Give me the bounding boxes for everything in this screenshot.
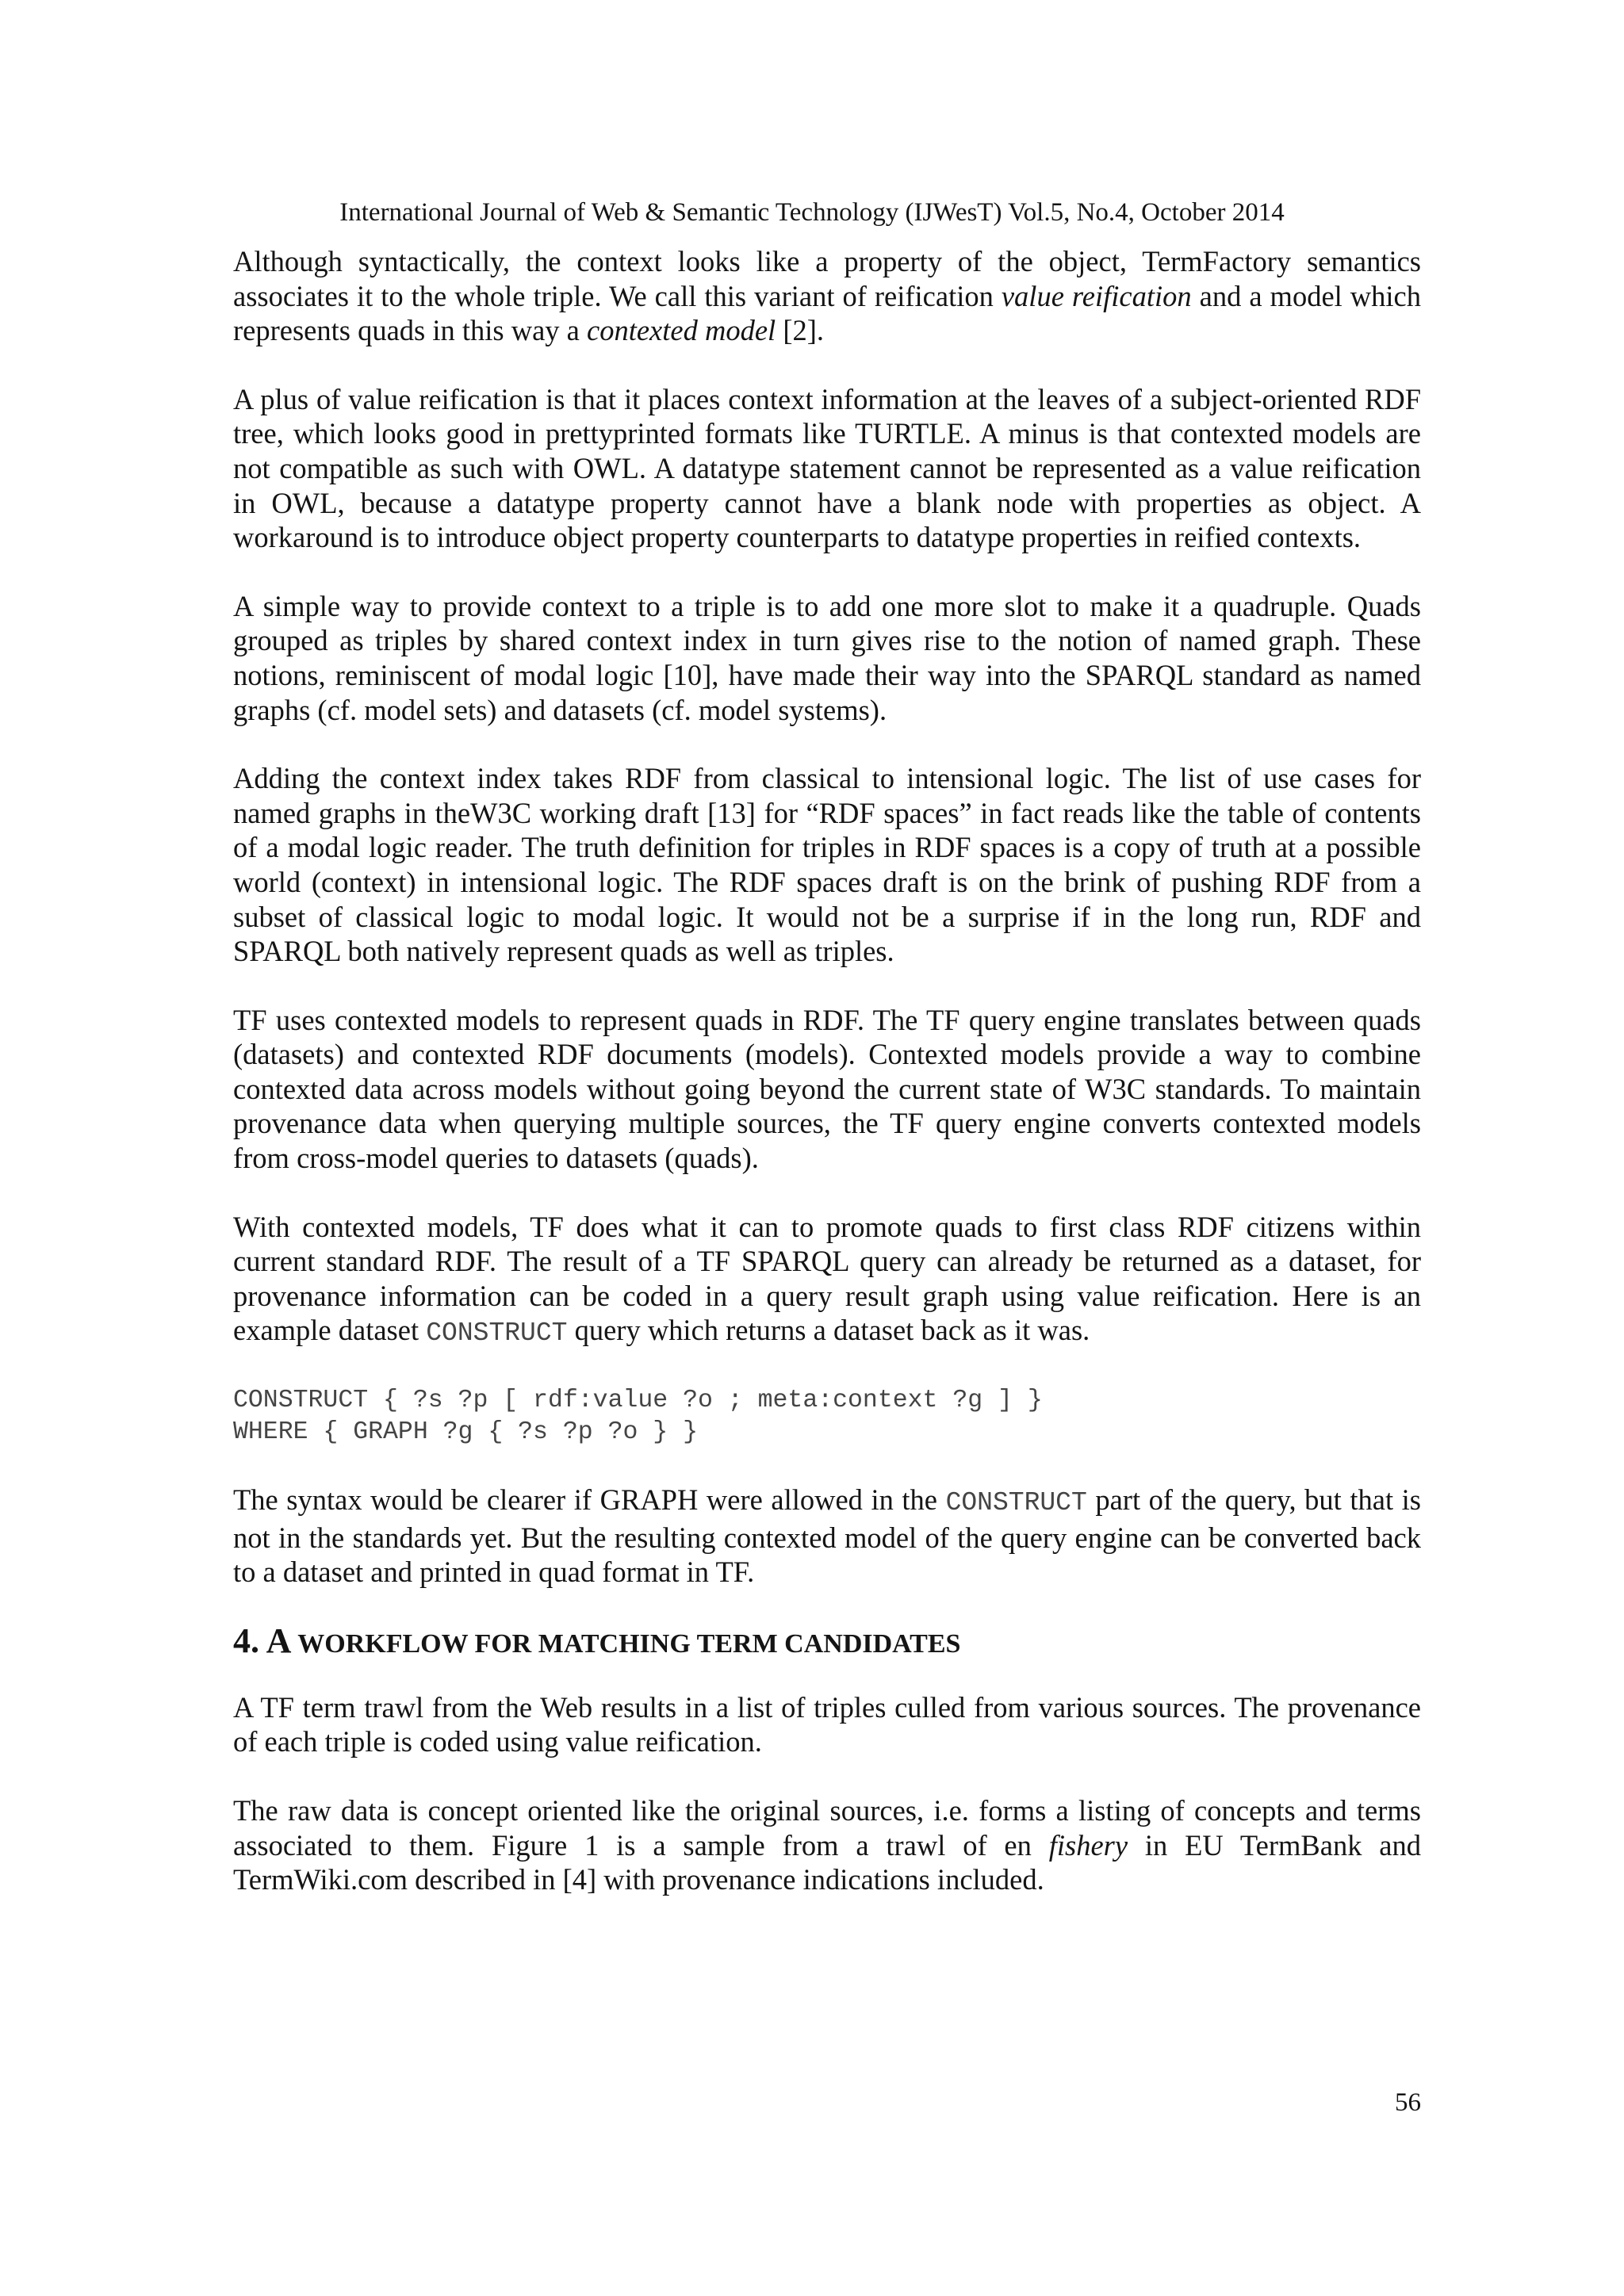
paragraph-quadruple: A simple way to provide context to a triple is to add one more slot to make it a quadruple. Quads grouped as triples by shared context index in turn gives rise to the notion of named graph. These notions, reminiscent of modal logic [10], have made their way into the SPARQL standard as named graphs (cf. model sets) and datasets (cf. model systems). bbox=[233, 589, 1421, 726]
term-contexted-model: contexted model bbox=[587, 314, 776, 347]
paragraph-tf-contexted-models: TF uses contexted models to represent quads in RDF. The TF query engine translates between quads (datasets) and contexted RDF documents (models). Contexted models provide a way to combine contexted data across models without going beyond the current state of W3C standards. To maintain provenance data when querying multiple sources, the TF query engine converts contexted models from cross-model queries to datasets (quads). bbox=[233, 1003, 1421, 1175]
inline-code-construct: CONSTRUCT bbox=[426, 1318, 568, 1349]
code-line: WHERE { GRAPH ?g { ?s ?p ?o } } bbox=[233, 1418, 698, 1447]
code-line: CONSTRUCT { ?s ?p [ rdf:value ?o ; meta:context ?g ] } bbox=[233, 1387, 1043, 1415]
section-heading: 4. A WORKFLOW FOR MATCHING TERM CANDIDATES bbox=[233, 1621, 961, 1660]
term-fishery: fishery bbox=[1048, 1828, 1128, 1862]
paragraph-dataset-query: With contexted models, TF does what it can to promote quads to first class RDF citizens within current standard RDF. The result of a TF SPARQL query can already be returned as a dataset, for provenance information can be coded in a query result graph using value reification. Here is an example dataset CONSTRUCT query which returns a dataset back as it was. bbox=[233, 1210, 1421, 1349]
code-block-sparql bbox=[233, 1385, 1421, 1448]
page-number: 56 bbox=[1395, 2088, 1421, 2117]
inline-code-construct: CONSTRUCT bbox=[945, 1488, 1087, 1518]
paragraph-raw-data: The raw data is concept oriented like the original sources, i.e. forms a listing of concepts and terms associated to them. Figure 1 is a sample from a trawl of en fishery in EU TermBank and TermWiki.com described in [4] with provenance indications included. bbox=[233, 1794, 1421, 1896]
paragraph-term-trawl: A TF term trawl from the Web results in a list of triples culled from various sources. The provenance of each triple is coded using value reification. bbox=[233, 1690, 1421, 1758]
paragraph-plus-minus: A plus of value reification is that it places context information at the leaves of a subject-oriented RDF tree, which looks good in prettyprinted formats like TURTLE. A minus is that contexted models are not compatible as such with OWL. A datatype statement cannot be represented as a value reification in OWL, because a datatype property cannot have a blank node with properties as object. A workaround is to introduce object property counterparts to datatype properties in reified contexts. bbox=[233, 382, 1421, 554]
paragraph-graph-syntax: The syntax would be clearer if GRAPH were allowed in the CONSTRUCT part of the query, but that is not in the standards yet. But the resulting contexted model of the query engine can be converted back to a dataset and printed in quad format in TF. bbox=[233, 1483, 1421, 1589]
running-header: International Journal of Web & Semantic Technology (IJWesT) Vol.5, No.4, October 2014 bbox=[339, 198, 1285, 227]
body-text bbox=[233, 244, 1421, 1931]
paragraph-intensional-logic: Adding the context index takes RDF from classical to intensional logic. The list of use cases for named graphs in theW3C working draft [13] for “RDF spaces” in fact reads like the table of contents of a modal logic reader. The truth definition for triples in RDF spaces is a copy of truth at a possible world (context) in intensional logic. The RDF spaces draft is on the brink of pushing RDF from a subset of classical logic to modal logic. It would not be a surprise if in the long run, RDF and SPARQL both natively represent quads as well as triples. bbox=[233, 762, 1421, 968]
term-value-reification: value reification bbox=[1001, 279, 1192, 312]
paragraph-value-reification: Although syntactically, the context looks like a property of the object, TermFactory semantics associates it to the whole triple. We call this variant of reification value reification and a model which represents quads in this way a contexted model [2]. bbox=[233, 245, 1421, 347]
